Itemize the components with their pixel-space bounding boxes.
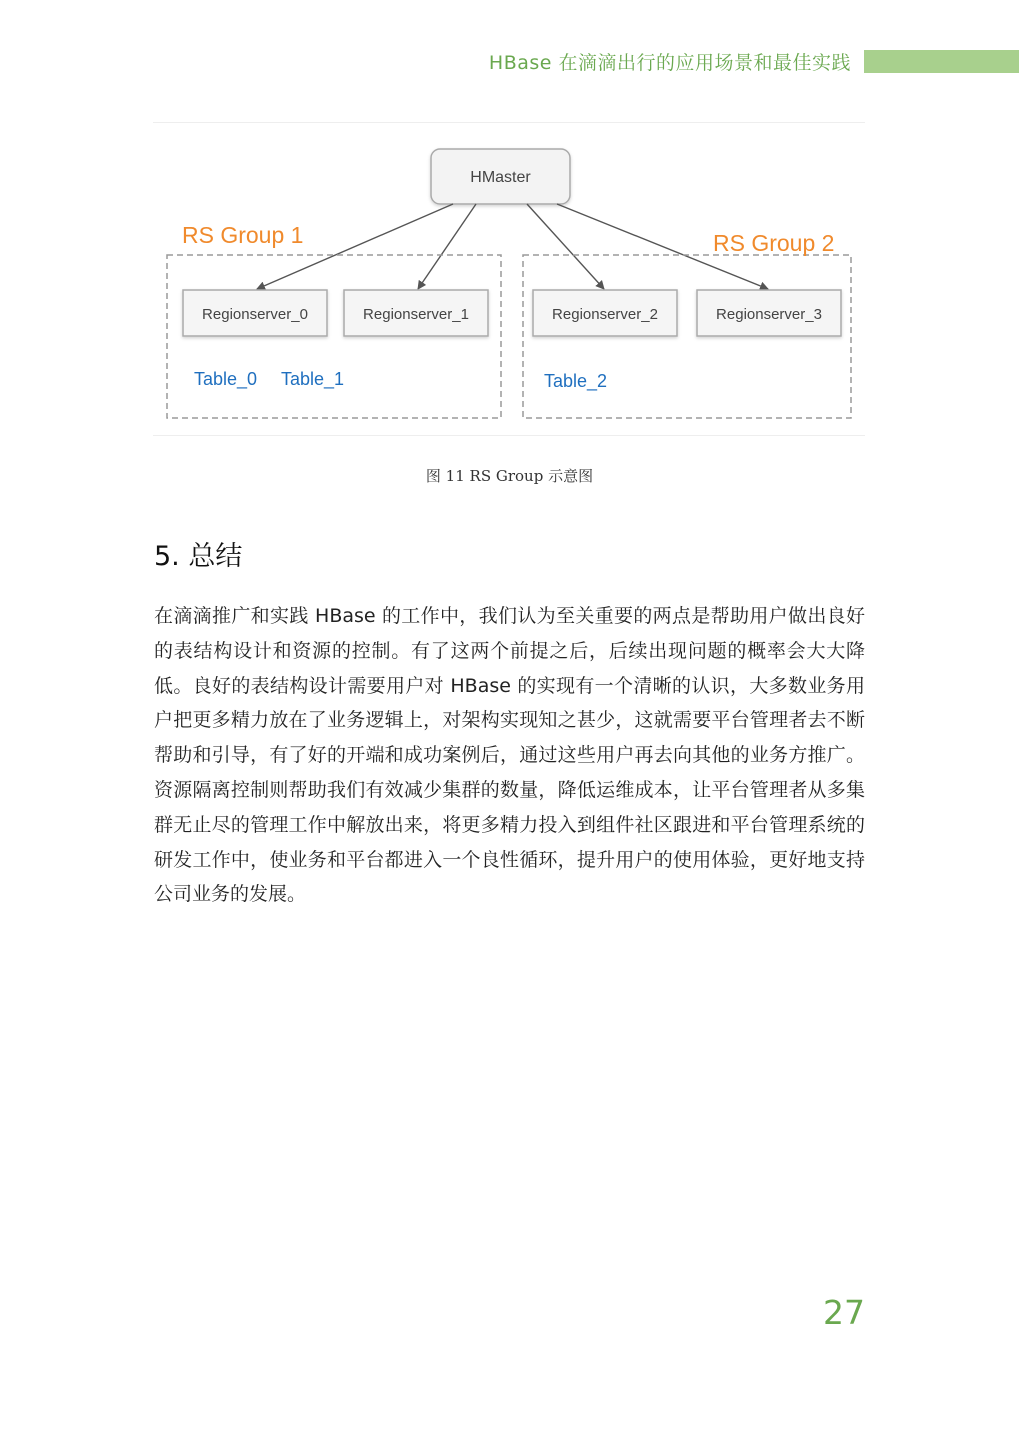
- rs-group-diagram: [153, 123, 865, 435]
- table-2-label: Table_2: [544, 371, 608, 391]
- figure-caption: 图 11 RS Group 示意图: [425, 467, 594, 485]
- rs-group-figure: [153, 122, 865, 436]
- rs-group-1-label: RS Group 1: [182, 222, 304, 248]
- regionserver-1-label: Regionserver_1: [363, 306, 469, 323]
- table-0-label: Table_0: [194, 369, 258, 389]
- hmaster-node: [431, 149, 570, 204]
- table-1-label: Table_1: [281, 369, 345, 389]
- summary-paragraph: 在滴滴推广和实践 HBase 的工作中，我们认为至关重要的两点是帮助用户做出良好的表结构设计和资源的控制。有了这两个前提之后，后续出现问题的概率会大大降低。良好的表结构设计需要用户对 HBase 的实现有一个清晰的认识，大多数业务用户把更多精力放在了业务逻辑上，对架构实现知之甚少，这就需要平台管理者去不断帮助和引导，有了好的开端和成功案例后，通过这些用户再去向其他的业务方推广。资源隔离控制则帮助我们有效减少集群的数量，降低运维成本，让平台管理者从多集群无止尽的管理工作中解放出来，将更多精力投入到组件社区跟进和平台管理系统的研发工作中，使业务和平台都进入一个良性循环，提升用户的使用体验，更好地支持公司业务的发展。: [154, 605, 865, 906]
- rs-group-2-label: RS Group 2: [713, 230, 835, 256]
- regionserver-0: [183, 290, 327, 336]
- regionserver-2: [533, 290, 677, 336]
- regionserver-3: [697, 290, 841, 336]
- arrow-to-regionserver-1: [418, 204, 476, 289]
- regionserver-1: [344, 290, 488, 336]
- page-number: 27: [823, 1293, 865, 1332]
- regionserver-0-label: Regionserver_0: [202, 306, 308, 323]
- hmaster-label: HMaster: [470, 169, 531, 186]
- section-heading: 5. 总结: [154, 541, 243, 572]
- regionserver-2-label: Regionserver_2: [552, 306, 658, 323]
- header-accent-bar: [864, 50, 1019, 73]
- running-header-title: HBase 在滴滴出行的应用场景和最佳实践: [488, 52, 851, 74]
- hmaster-arrows: [257, 204, 768, 289]
- regionserver-3-label: Regionserver_3: [716, 306, 822, 323]
- arrow-to-regionserver-2: [527, 204, 604, 289]
